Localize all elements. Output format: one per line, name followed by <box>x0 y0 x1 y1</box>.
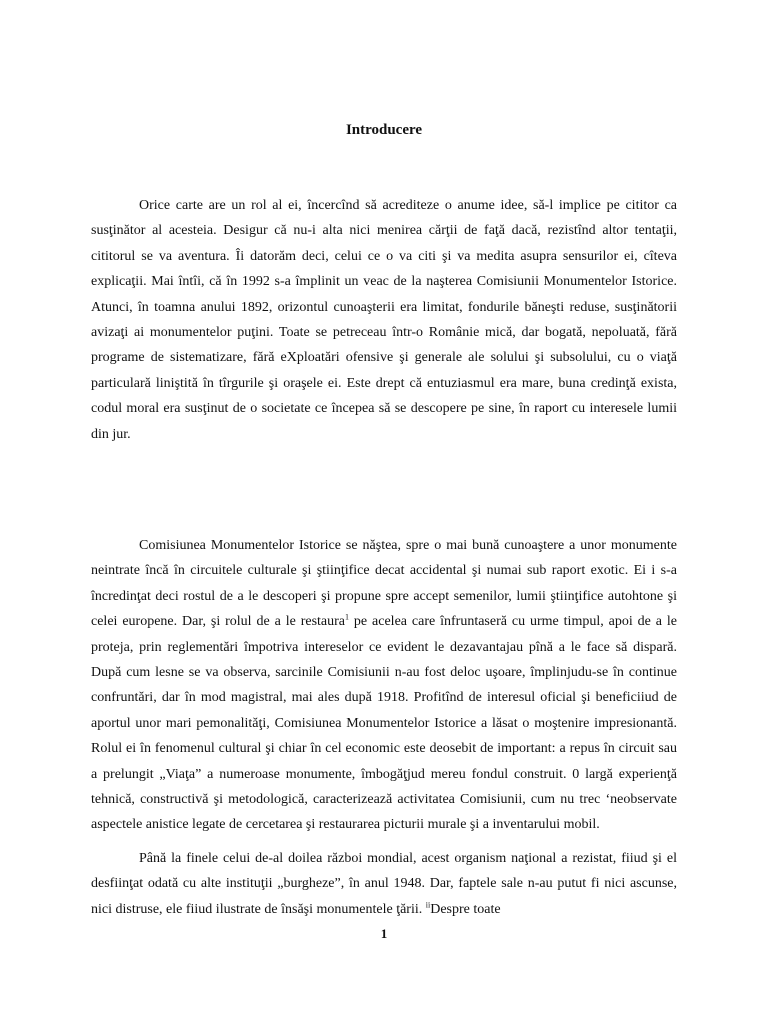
paragraph-3-text: Până la finele celui de-al doilea război mondial, acest organism naţional a rezistat, fiiud şi el desfiinţat odată cu alte instituţii „burgheze”, în anul 1948. Dar, faptele sale n-au putut fi nici ascunse, nici distruse, ele fiiud ilustrate de însăşi monumentele ţării. <box>91 851 677 917</box>
document-title: Introducere <box>345 122 423 138</box>
paragraph-3-tail: Despre toate <box>430 901 501 917</box>
paragraph-1: Orice carte are un rol al ei, încercînd să acrediteze o anume idee, să-l implice pe cititor ca susţinător al acesteia. Desigur că nu-i alta nici menirea cărţii de faţă dacă, rezistînd altor tentaţii, cititorul se va aventura. Îi datorăm deci, celui ce o va citi şi va medita asupra sensurilor ei, cîteva explicaţii. Mai întîi, că în 1992 s-a împlinit un veac de la naşterea Comisiunii Monumentelor Istorice. Atunci, în toamna anului 1892, orizontul cunoaşterii era limitat, fondurile băneşti reduse, susţinătorii avizaţi ai monumentelor puţini. Toate se petreceau într-o Românie mică, dar bogată, nepoluată, fără programe de sistematizare, fără eXploatări ofensive şi generale ale solului şi subsolului, cu o viaţă particulară liniştită în tîrgurile şi oraşele ei. Este drept că entuziasmul era mare, buna credinţă exista, codul moral era susţinut de o societate ce începea să se descopere pe sine, în raport cu interesele lumii din jur. <box>91 198 677 442</box>
paragraph-3 <box>91 846 677 922</box>
paragraph-2 <box>91 533 677 838</box>
footnote-mark-2: ii <box>425 900 431 910</box>
footnote-mark-1: 1 <box>345 612 350 622</box>
paragraph-2-text: Comisiunea Monumentelor Istorice se năştea, spre o mai bună cunoaştere a unor monumente neintrate încă în circuitele culturale şi ştiinţifice decat accidental şi numai sub raport exotic. Ei i s-a încredinţat deci rostul de a le descoperi şi propune spre accept semenilor, lumii ştiinţifice autohtone şi celei europene. Dar, şi rolul de a le restaura <box>91 538 677 630</box>
paragraph-2-continuation: pe acelea care înfruntaseră cu urme timpul, apoi de a le proteja, prin reglementări împotriva intereselor ce evident le dezavantajau pînă a le face să dispară. După cum lesne se va observa, sarcinile Comisiunii n-au fost deloc uşoare, împlinjudu-se în continue confruntări, dar în mod magistral, mai ales după 1918. Profitînd de interesul oficial şi beneficiiud de aportul unor mari pemonalităţi, Comisiunea Monumentelor Istorice a lăsat o moştenire impresionantă. Rolul ei în fenomenul cultural şi chiar în cel economic este deosebit de important: a repus în circuit sau a prelungit „Viaţa” a numeroase monumente, îmbogăţjud mereu fondul construit. 0 largă experienţă tehnică, constructivă şi metodologică, caracterizează activitatea Comisiunii, cum nu trec ‘neobservate aspectele anistice legate de cercetarea şi restaurarea picturii murale şi a inventarului mobil. <box>91 614 677 833</box>
page-number: 1 <box>380 926 388 941</box>
